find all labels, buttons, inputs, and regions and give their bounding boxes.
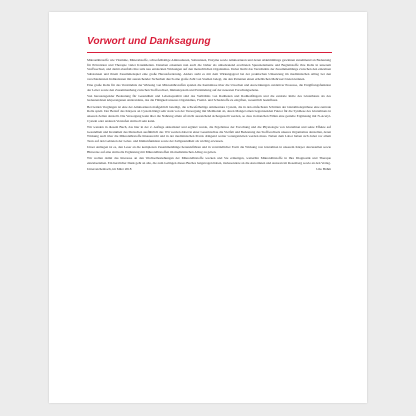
paragraph: Eine große Rolle für das Verständnis der Wirkung von Mikronährstoffen spielen die Kenntnisse über die Ursachen und Auswirkungen oxidativer Prozesse, die Entgiftungsfunktion der Leber sowie den Zusammenhang zwischen Stoffwechsel, Immunsystem und Entzündung auf der neuesten Forschungsebene. xyxy=(87,82,331,92)
author-name: Udo Böhm xyxy=(316,166,331,171)
paragraph: Mikronährstoffe wie Vitamine, Mineralstoffe, schwefelhaltige Aminosäuren, Substanzen, Enzyme sowie Aminosäuren und deren Abkömmlinge gewinnen zunehmend an Bedeutung für Prävention und Therapie vieler Krankheiten. Daneben erkennen nun auch die bisher als unbedeutend erachteten Spurenelemente und Begleitstoffe ihre Rolle in unserem Stoffwechsel, und damit ebenfalls ihre teils neu entdeckten Wirkungen auf den menschlichen Organismus. Dabei bleibt das Verständnis der Zusammenhänge zwischen den einzelnen Substanzen und ihrem Zusammenspiel eine große Herausforderung. Anders sieht es mit dem Wirkungsgrad bei der praktischen Umsetzung im medizinischen Alltag bei den verschiedensten Indikationen mit ausreichender Sicherheit durch eine große Zahl von Studien belegt, die den Patienten einen erheblichen Mehrwert bieten können. xyxy=(87,58,331,81)
paragraph: Wir wenden in diesem Buch, das hier in der 2. Auflage aktualisiert und ergänzt wurde, die Ergebnisse der Forschung und die Physiologie von Glutathion und seine Effekte auf Gesundheit und Krankheit des Menschen ausführlich dar. Wir werden dabei in einer Gesamtschau die Vielfalt und Bedeutung des Stoffwechsels unseres Organismus darstellen, deren Wirkung auch über die Mikronährstoffe hinausreicht und in der medizinischen Praxis dringend weiter vorangetrieben werden muss. Neben dem Labor haben sich dabei vor allem Tests auf den Gebieten der Leber- und Immunfunktion sowie der Zellgesundheit als wichtig erwiesen. xyxy=(87,124,331,143)
signature-line xyxy=(87,167,331,172)
heading-rule xyxy=(87,52,332,53)
body-text xyxy=(87,58,331,172)
paragraph: Von herausragender Bedeutung für Gesundheit und Lebensqualität sind das Verhältnis von Radikalen und Radikalfängern und die zentrale Rolle des Glutathions als des bedeutendsten körpereigenen Antioxidans, das die Fähigkeit unseres Organismus, Fremd- und Schadstoffe zu entgiften, wesentlich beeinflusst. xyxy=(87,93,331,103)
section-heading: Vorwort und Danksagung xyxy=(87,36,211,47)
place-date: Unterreichenbach, im März 2018 xyxy=(87,166,132,171)
document-page xyxy=(49,12,367,403)
paragraph: Wir wollen damit das Interesse an den Wechselbeziehungen der Mikronährstoffe wecken und Sie ermutigen, weiterhin Mikronährstoffe in Ihre Diagnostik und Therapie einzubeziehen. Ein herzlicher Dank geht an alle, die zum Gelingen dieses Buches beigetragen haben, insbesondere an die Autorinnen und Autoren im Rosenberg sowie an den Verlag. xyxy=(87,156,331,165)
paragraph: Bei beiden Vorgängen ist eine der Aminosäuren maßgeblich beteiligt, die schwefelhaltige Aminosäure Cystein, die in den einfachsten Schritten der Glutathionsynthese eine zentrale Rolle spielt. Der Bedarf des Körpers an Cystein hängt sehr stark von der Versorgung mit Methionin ab, deren Mangel einen begrenzenden Faktor für die Synthese des Glutathions in unseren Zellen darstellt. Die Versorgung kann über die Nahrung allein oft nicht ausreichend sichergestellt werden, so dass in manchen Fällen eine gezielte Ergänzung mit N-Acetyl-Cystein oder anderen Vorstufen sinnvoll sein kann. xyxy=(87,104,331,123)
paragraph: Unser Anliegen ist es, den Leser an die komplexen Zusammenhänge heranzuführen und in verständlicher Form die Wirkung von Glutathion in unserem Körper darzustellen sowie Hinweise auf eine sinnvolle Ergänzung mit Mikronährstoffen im medizinischen Alltag zu geben. xyxy=(87,145,331,154)
